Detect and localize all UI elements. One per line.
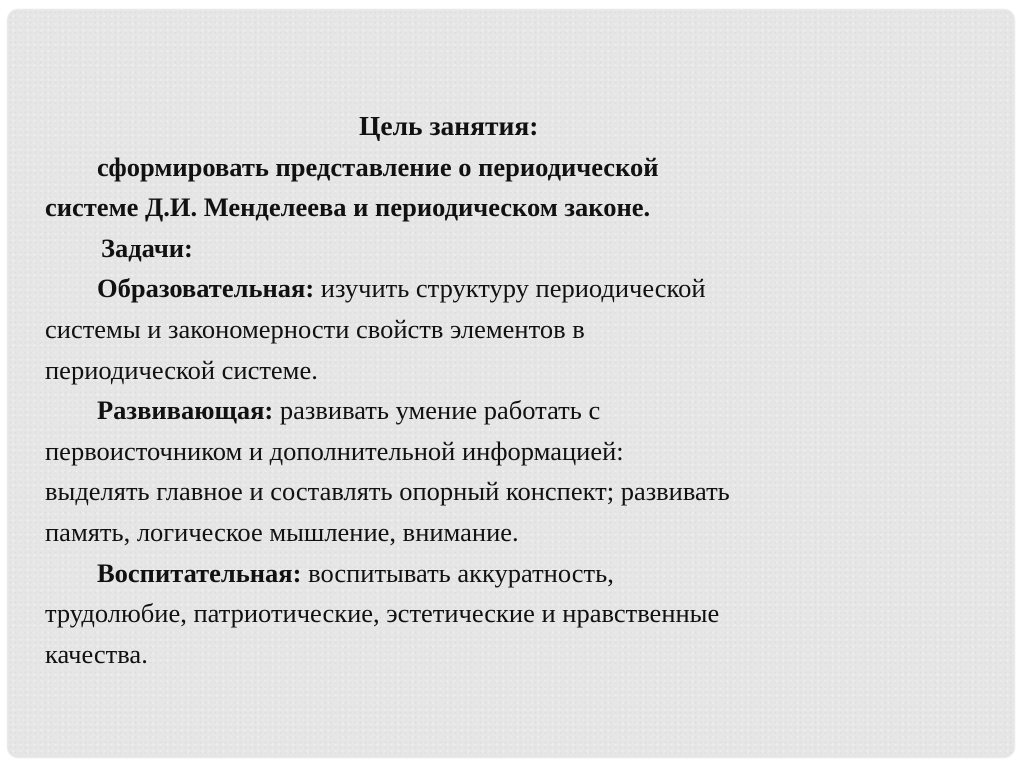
developing-text-4: память, логическое мышление, внимание. xyxy=(45,516,519,547)
goal-line-2: системе Д.И. Менделеева и периодическом законе. xyxy=(45,192,651,223)
educational-label: Образовательная: xyxy=(97,273,315,304)
developing-task xyxy=(45,390,945,431)
upbringing-task xyxy=(45,553,945,594)
developing-text-2: первоисточником и дополнительной информацией: xyxy=(45,435,624,466)
goal-line-1: сформировать представление о периодической xyxy=(97,151,659,182)
upbringing-label: Воспитательная: xyxy=(97,557,302,588)
upbringing-text-3: качества. xyxy=(45,638,148,669)
upbringing-text-1: воспитывать аккуратность, xyxy=(308,557,614,588)
developing-text-3: выделять главное и составлять опорный конспект; развивать xyxy=(45,476,730,507)
educational-task xyxy=(45,268,945,309)
developing-label: Развивающая: xyxy=(97,395,274,426)
educational-text-2: системы и закономерности свойств элементов в xyxy=(45,313,585,344)
upbringing-text-2: трудолюбие, патриотические, эстетические и нравственные xyxy=(45,598,720,629)
developing-text-1: развивать умение работать с xyxy=(279,395,601,426)
tasks-heading: Задачи: xyxy=(101,232,193,263)
slide-body xyxy=(45,106,945,674)
educational-text-1: изучить структуру периодической xyxy=(320,273,706,304)
lesson-goal-title: Цель занятия: xyxy=(359,110,539,141)
slide xyxy=(8,10,1014,757)
educational-text-3: периодической системе. xyxy=(45,354,318,385)
